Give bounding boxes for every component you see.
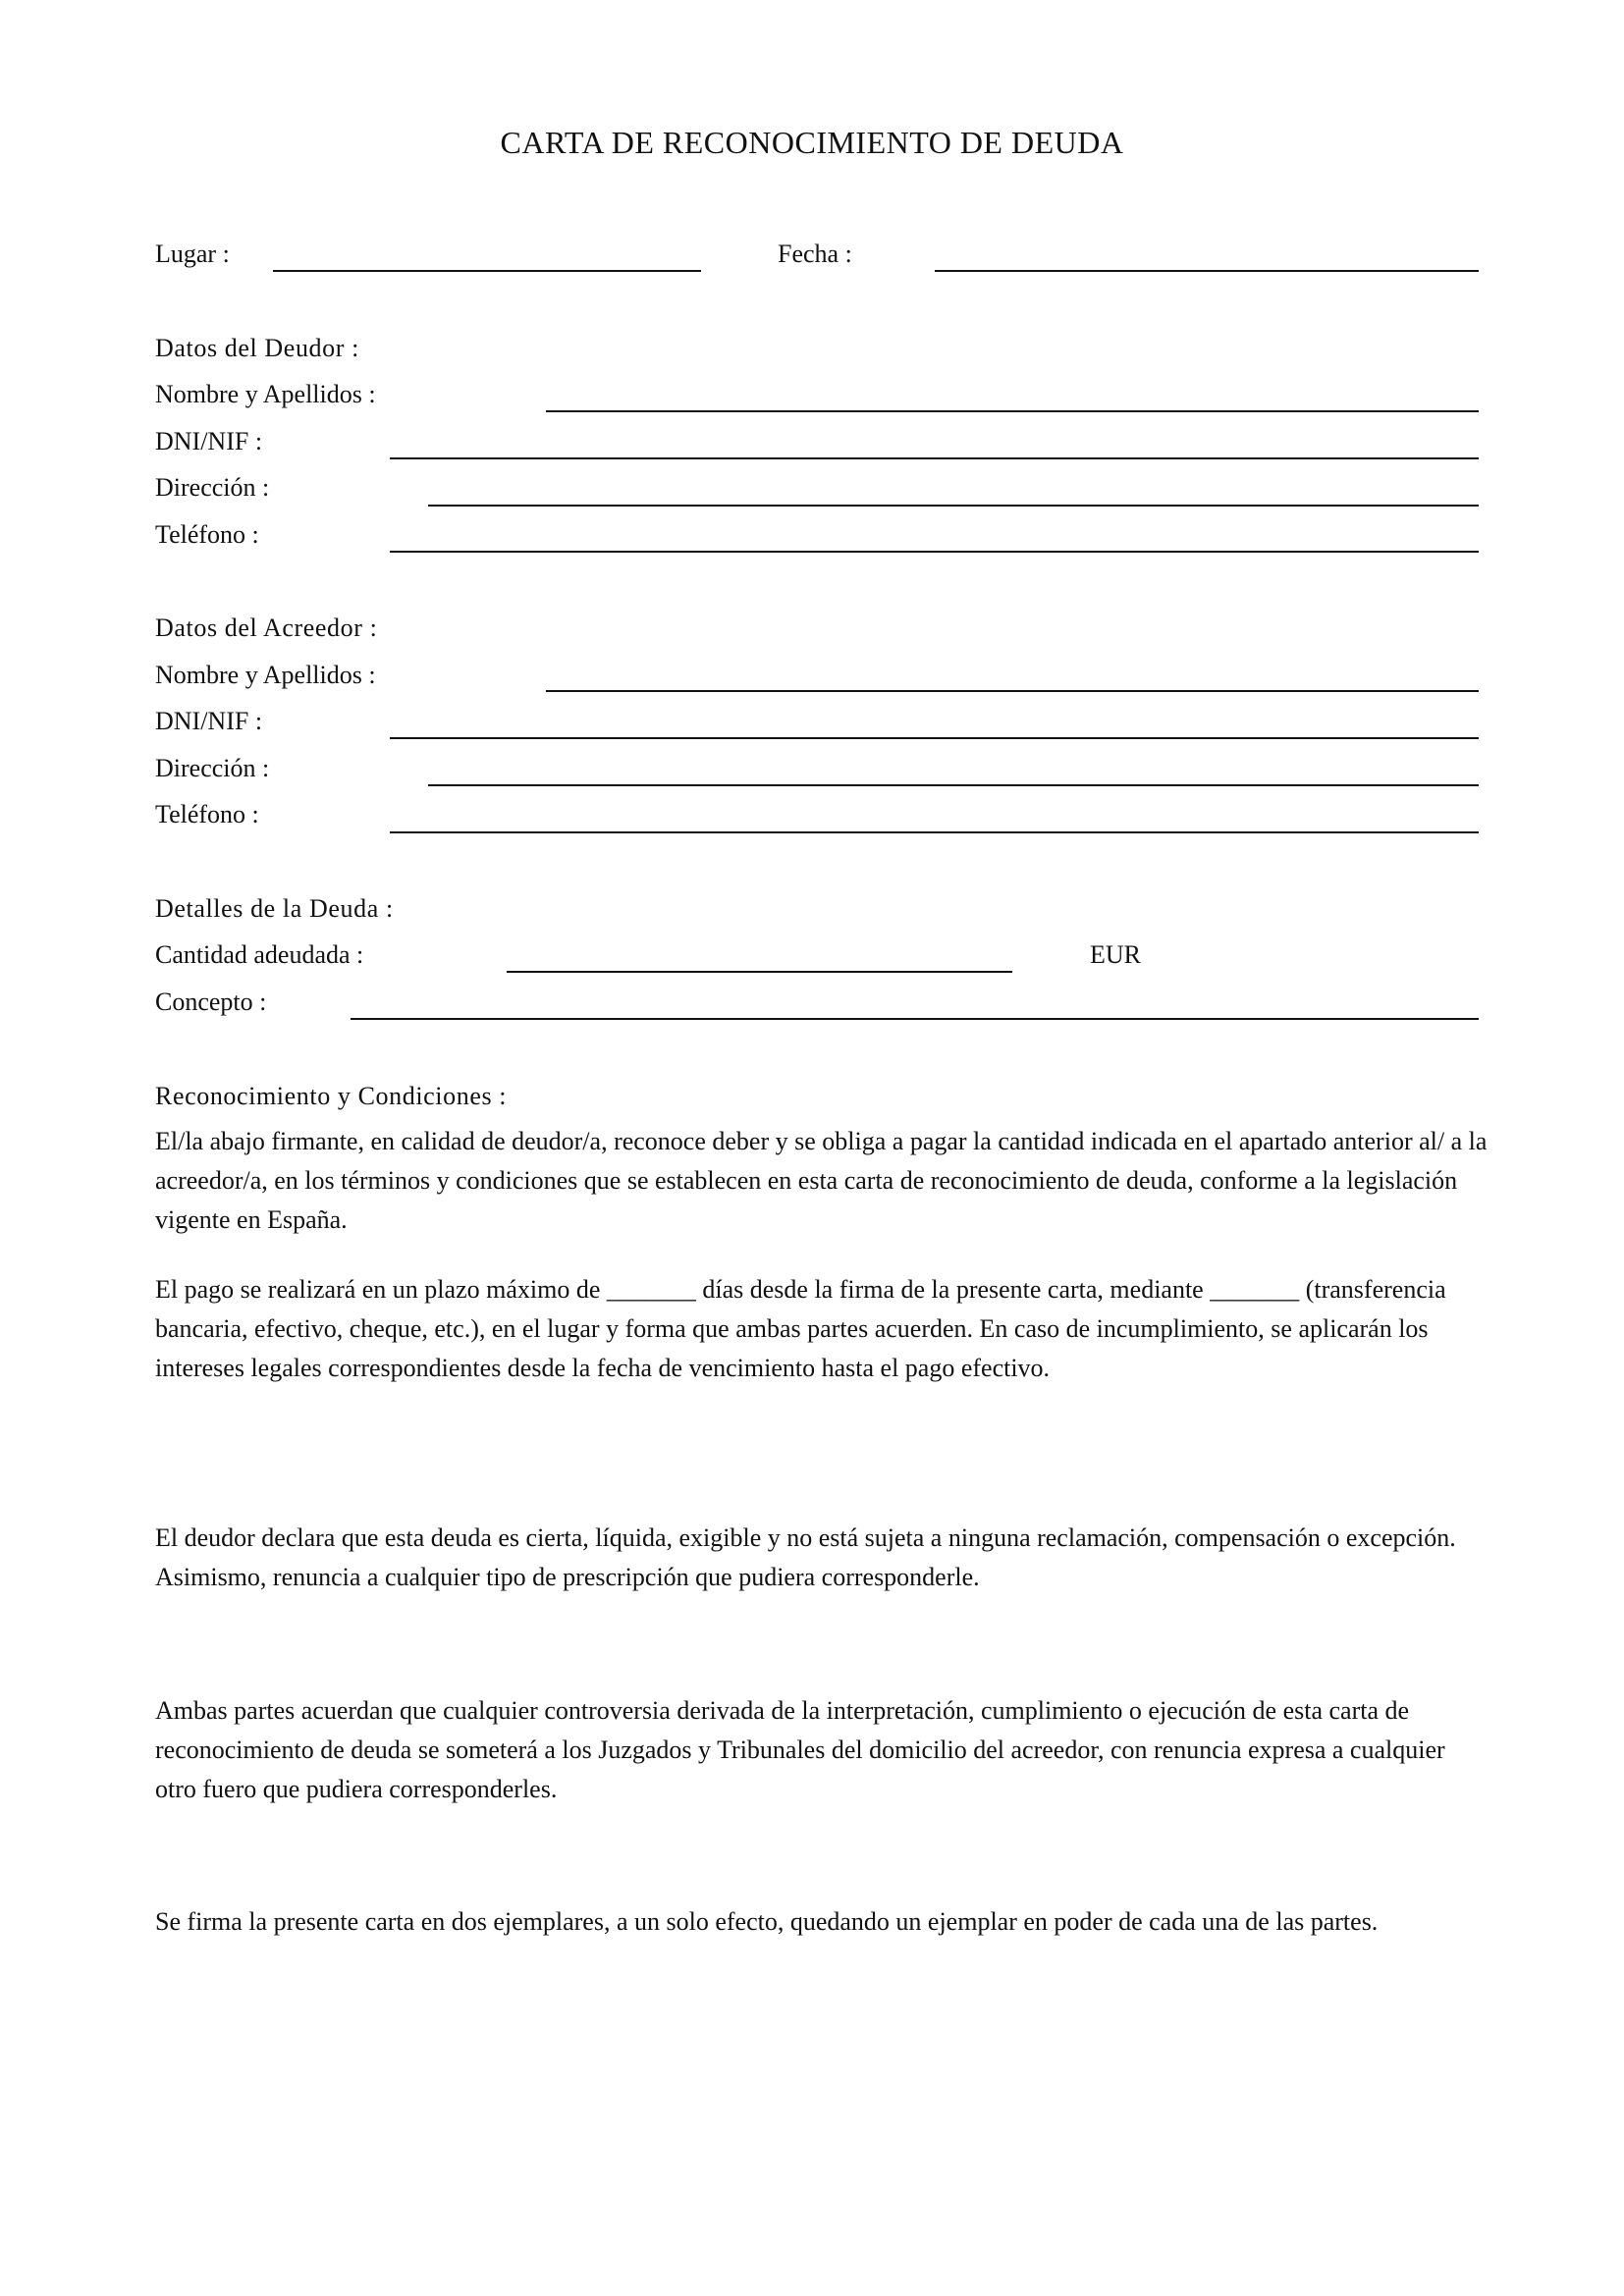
deuda-heading: Detalles de la Deuda :: [155, 894, 394, 923]
cantidad-field[interactable]: [507, 971, 1012, 973]
deudor-dni-label: DNI/NIF :: [155, 427, 263, 455]
lugar-label: Lugar :: [155, 240, 230, 268]
concepto-field[interactable]: [351, 1018, 1479, 1020]
acreedor-telefono-field[interactable]: [390, 831, 1479, 833]
deudor-direccion-field[interactable]: [428, 505, 1479, 507]
condiciones-paragraph-4: Ambas partes acuerdan que cualquier controversia derivada de la interpretación, cumplimiento o ejecución de esta carta de reconocimiento de deuda se someterá a los Juzgados y Tribunales del domicilio del acreedor, con renuncia expresa a cualquier otro fuero que pudiera corresponderles.: [155, 1696, 1445, 1803]
acreedor-direccion-field[interactable]: [428, 784, 1479, 786]
cantidad-label: Cantidad adeudada :: [155, 940, 364, 969]
concepto-label: Concepto :: [155, 988, 267, 1016]
deudor-dni-field[interactable]: [390, 457, 1479, 459]
acreedor-nombre-field[interactable]: [546, 690, 1479, 692]
acreedor-nombre-label: Nombre y Apellidos :: [155, 661, 376, 689]
acreedor-dni-field[interactable]: [390, 737, 1479, 739]
acreedor-telefono-label: Teléfono :: [155, 800, 259, 828]
currency-label: EUR: [1090, 940, 1141, 969]
acreedor-direccion-label: Dirección :: [155, 754, 270, 782]
deudor-telefono-label: Teléfono :: [155, 520, 259, 549]
deudor-direccion-label: Dirección :: [155, 473, 270, 502]
condiciones-paragraph-3: El deudor declara que esta deuda es cierta, líquida, exigible y no está sujeta a ninguna reclamación, compensación o excepción. Asimismo, renuncia a cualquier tipo de prescripción que pudiera corresponderle.: [155, 1523, 1456, 1591]
condiciones-paragraph-1: El/la abajo firmante, en calidad de deudor/a, reconoce deber y se obliga a pagar la cantidad indicada en el apartado anterior al/ a la acreedor/a, en los términos y condiciones que se establecen en esta carta de reconocimiento de deuda, conforme a la legislación vigente en España.: [155, 1127, 1488, 1234]
document-title: CARTA DE RECONOCIMIENTO DE DEUDA: [500, 125, 1124, 160]
condiciones-heading: Reconocimiento y Condiciones :: [155, 1082, 508, 1110]
fecha-field[interactable]: [935, 270, 1479, 272]
lugar-field[interactable]: [273, 270, 701, 272]
acreedor-heading: Datos del Acreedor :: [155, 614, 378, 642]
deudor-nombre-label: Nombre y Apellidos :: [155, 380, 376, 408]
deudor-nombre-field[interactable]: [546, 410, 1479, 412]
deudor-telefono-field[interactable]: [390, 551, 1479, 553]
condiciones-paragraph-2: El pago se realizará en un plazo máximo de _______ días desde la firma de la presente carta, mediante _______ (transferencia bancaria, efectivo, cheque, etc.), en el lugar y forma que ambas partes acuerden. En caso de incumplimiento, se aplicarán los intereses legales correspondientes desde la fecha de vencimiento hasta el pago efectivo.: [155, 1275, 1446, 1382]
condiciones-paragraph-5: Se firma la presente carta en dos ejemplares, a un solo efecto, quedando un ejemplar en poder de cada una de las partes.: [155, 1907, 1379, 1936]
fecha-label: Fecha :: [778, 240, 852, 268]
deudor-heading: Datos del Deudor :: [155, 334, 359, 362]
acreedor-dni-label: DNI/NIF :: [155, 707, 263, 735]
